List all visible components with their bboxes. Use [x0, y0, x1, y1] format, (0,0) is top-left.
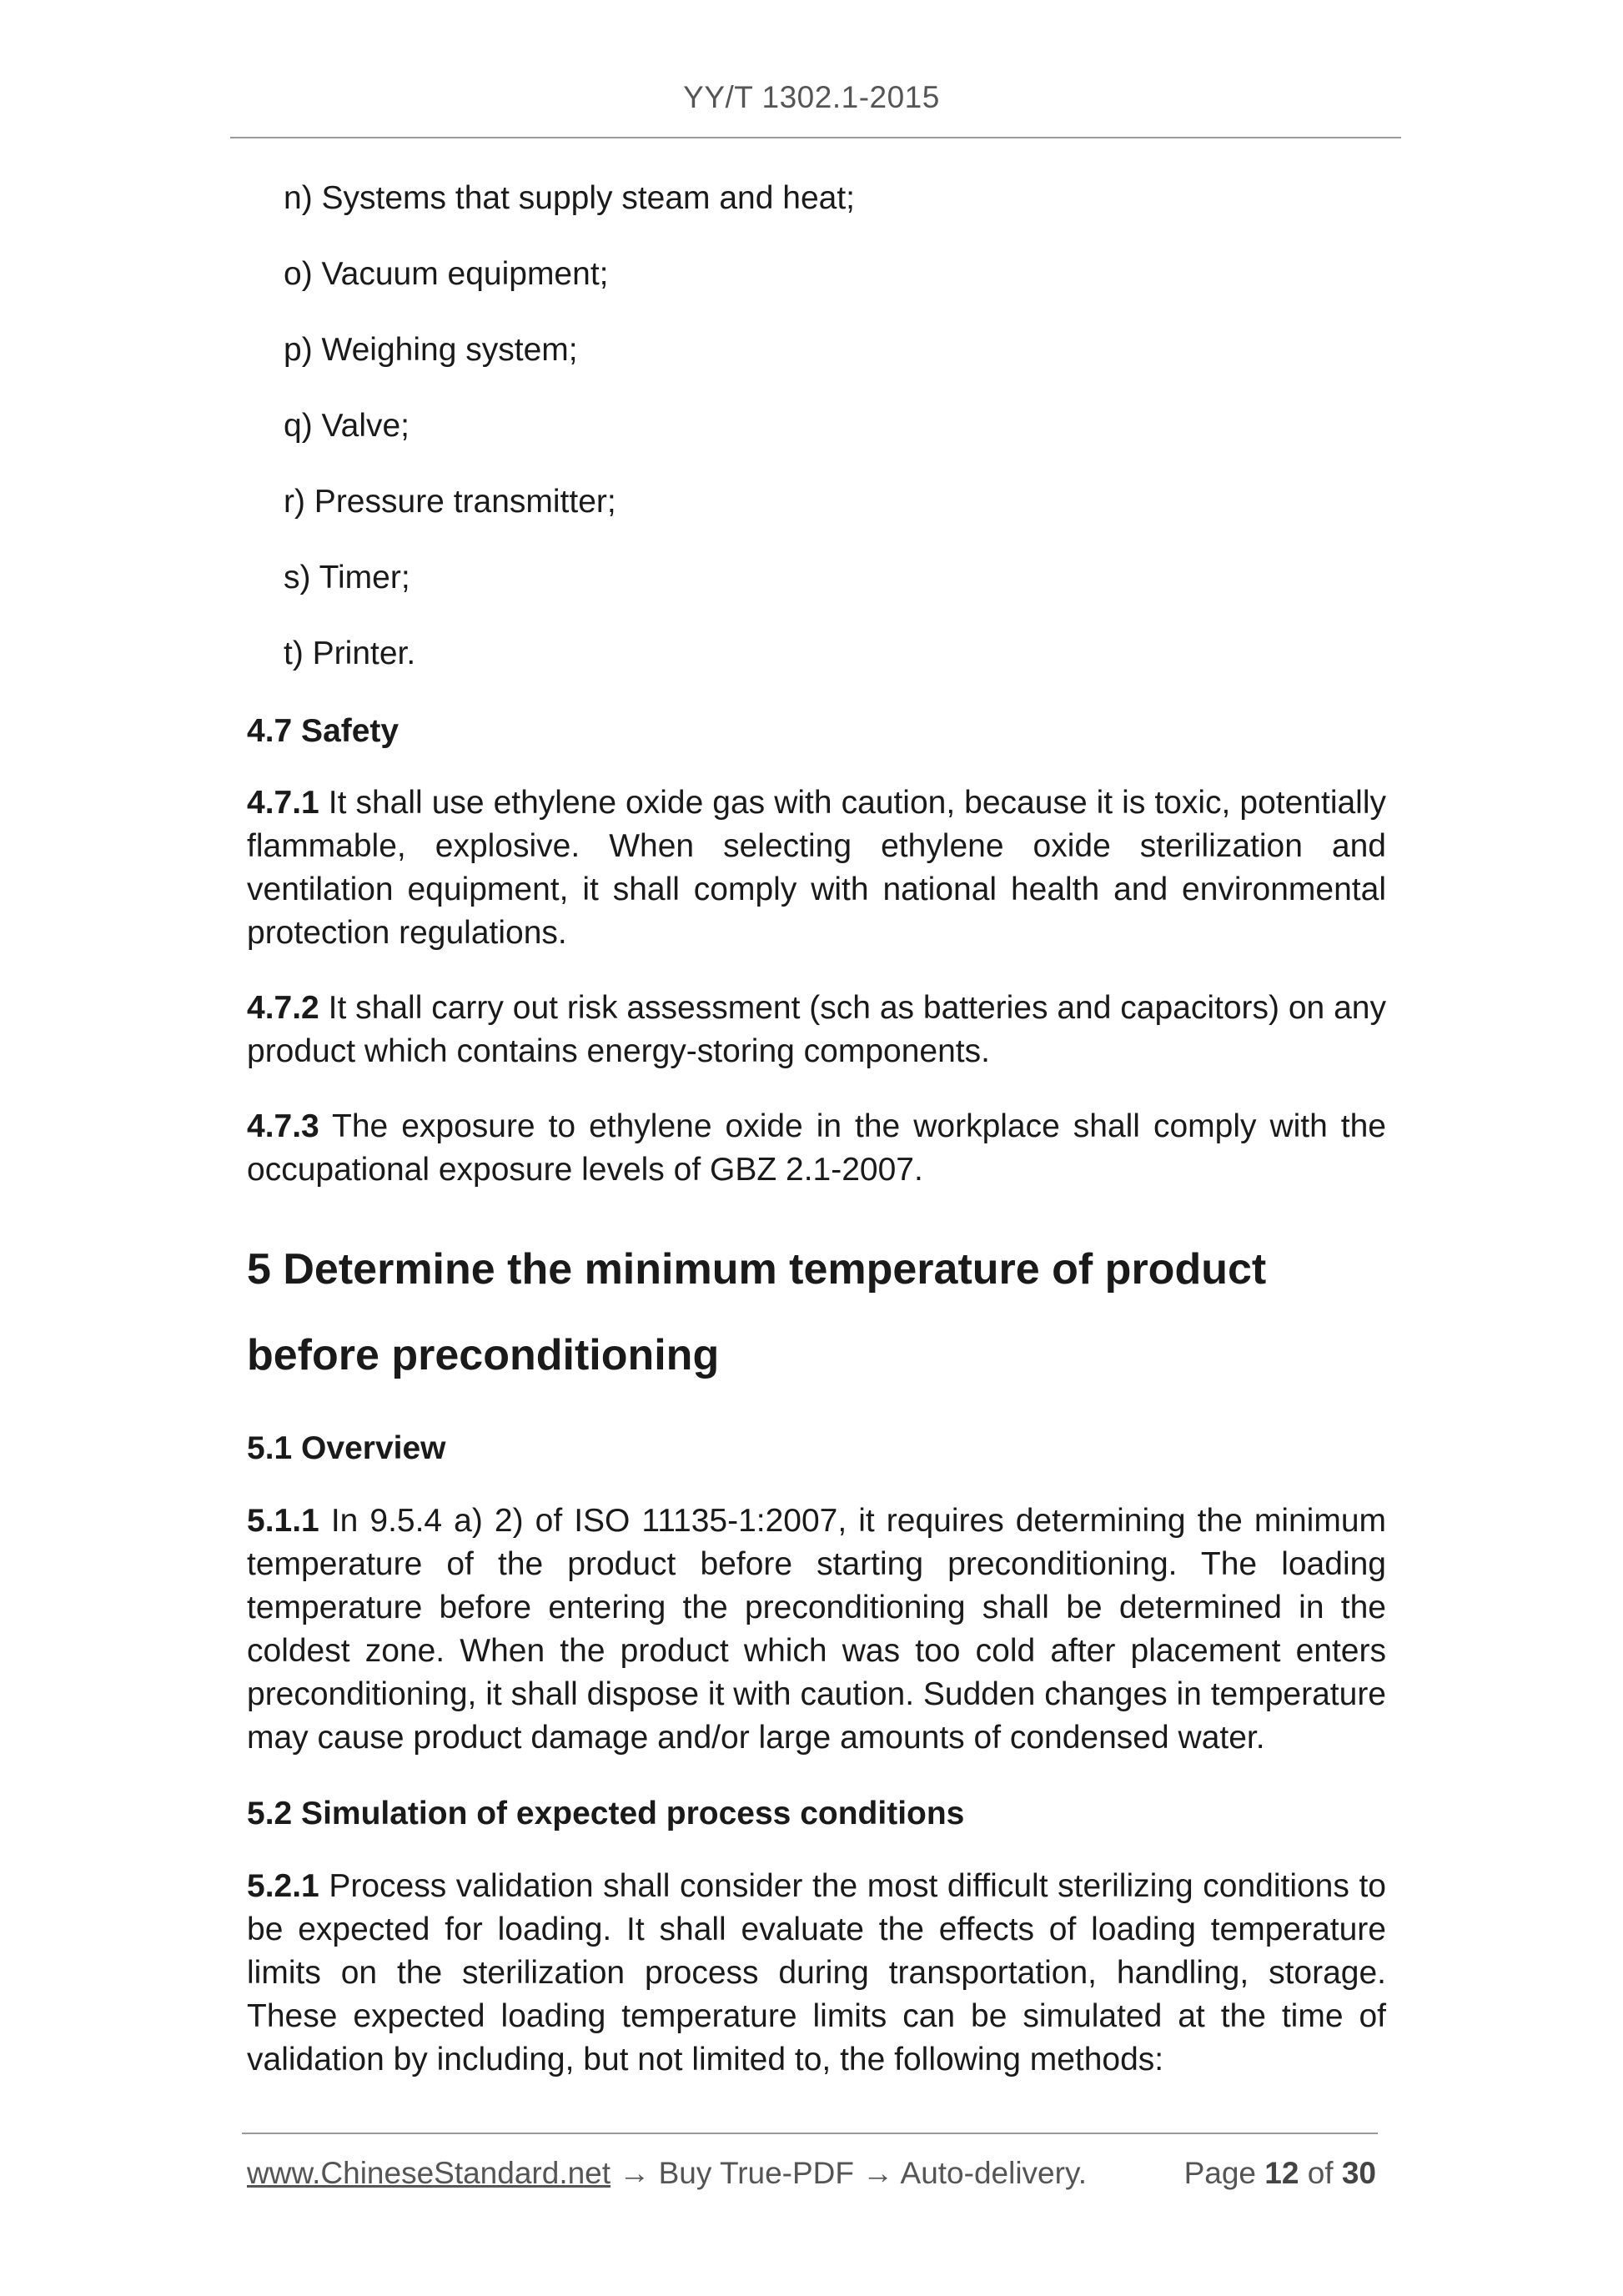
header-divider — [230, 137, 1401, 138]
paragraph-5-1-1 — [247, 1500, 1386, 1760]
section-heading-4-7: 4.7 Safety — [247, 713, 399, 749]
list-item-n: n) Systems that supply steam and heat; — [284, 180, 856, 216]
clause-number: 5.2.1 — [247, 1868, 319, 1904]
current-page-number: 12 — [1264, 2156, 1299, 2190]
page-label: Page — [1183, 2156, 1256, 2190]
paragraph-4-7-1 — [247, 781, 1386, 955]
list-item-p: p) Weighing system; — [284, 332, 578, 368]
footer-promo — [247, 2156, 1087, 2191]
list-item-t: t) Printer. — [284, 636, 416, 671]
section-heading-5-2: 5.2 Simulation of expected process conditions — [247, 1796, 965, 1831]
paragraph-text: It shall carry out risk assessment (sch as batteries and capacitors) on any product which contains energy-storing components. — [247, 990, 1386, 1069]
list-item-s: s) Timer; — [284, 560, 410, 595]
chapter-heading-5: 5 Determine the minimum temperature of product before preconditioning — [247, 1245, 1267, 1379]
paragraph-4-7-2 — [247, 987, 1386, 1073]
document-code-header: YY/T 1302.1-2015 — [683, 80, 940, 114]
paragraph-4-7-3 — [247, 1105, 1386, 1192]
clause-number: 4.7.2 — [247, 990, 319, 1026]
footer-promo-text: → Buy True-PDF → Auto-delivery. — [619, 2156, 1087, 2190]
list-item-o: o) Vacuum equipment; — [284, 256, 609, 292]
website-link[interactable]: www.ChineseStandard.net — [247, 2156, 611, 2190]
paragraph-5-2-1 — [247, 1865, 1386, 2082]
clause-number: 4.7.1 — [247, 785, 319, 821]
clause-number: 4.7.3 — [247, 1108, 319, 1144]
paragraph-text: In 9.5.4 a) 2) of ISO 11135-1:2007, it requires determining the minimum temperature of the product before starting preconditioning. The loading temperature before entering the preconditioning shall be determined in the coldest zone. When the product which was too cold after placement enters preconditioning, it shall dispose it with caution. Sudden changes in temperature may cause product damage and/or large amounts of condensed water. — [247, 1503, 1386, 1756]
paragraph-text: The exposure to ethylene oxide in the workplace shall comply with the occupational exposure levels of GBZ 2.1-2007. — [247, 1108, 1386, 1188]
page-indicator — [1184, 2156, 1376, 2191]
paragraph-text: It shall use ethylene oxide gas with caution, because it is toxic, potentially flammable, explosive. When selecting ethylene oxide sterilization and ventilation equipment, it shall comply with national health and environmental protection regulations. — [247, 785, 1386, 951]
section-heading-5-1: 5.1 Overview — [247, 1430, 446, 1466]
list-item-r: r) Pressure transmitter; — [284, 484, 616, 520]
list-item-q: q) Valve; — [284, 408, 410, 444]
page-of-label: of — [1307, 2156, 1334, 2190]
paragraph-text: Process validation shall consider the most difficult sterilizing conditions to be expected for loading. It shall evaluate the effects of loading temperature limits on the sterilization process during transportation, handling, storage. These expected loading temperature limits can be simulated at the time of validation by including, but not limited to, the following methods: — [247, 1868, 1386, 2077]
total-pages-number: 30 — [1341, 2156, 1376, 2190]
clause-number: 5.1.1 — [247, 1503, 319, 1539]
footer-divider — [242, 2133, 1378, 2134]
